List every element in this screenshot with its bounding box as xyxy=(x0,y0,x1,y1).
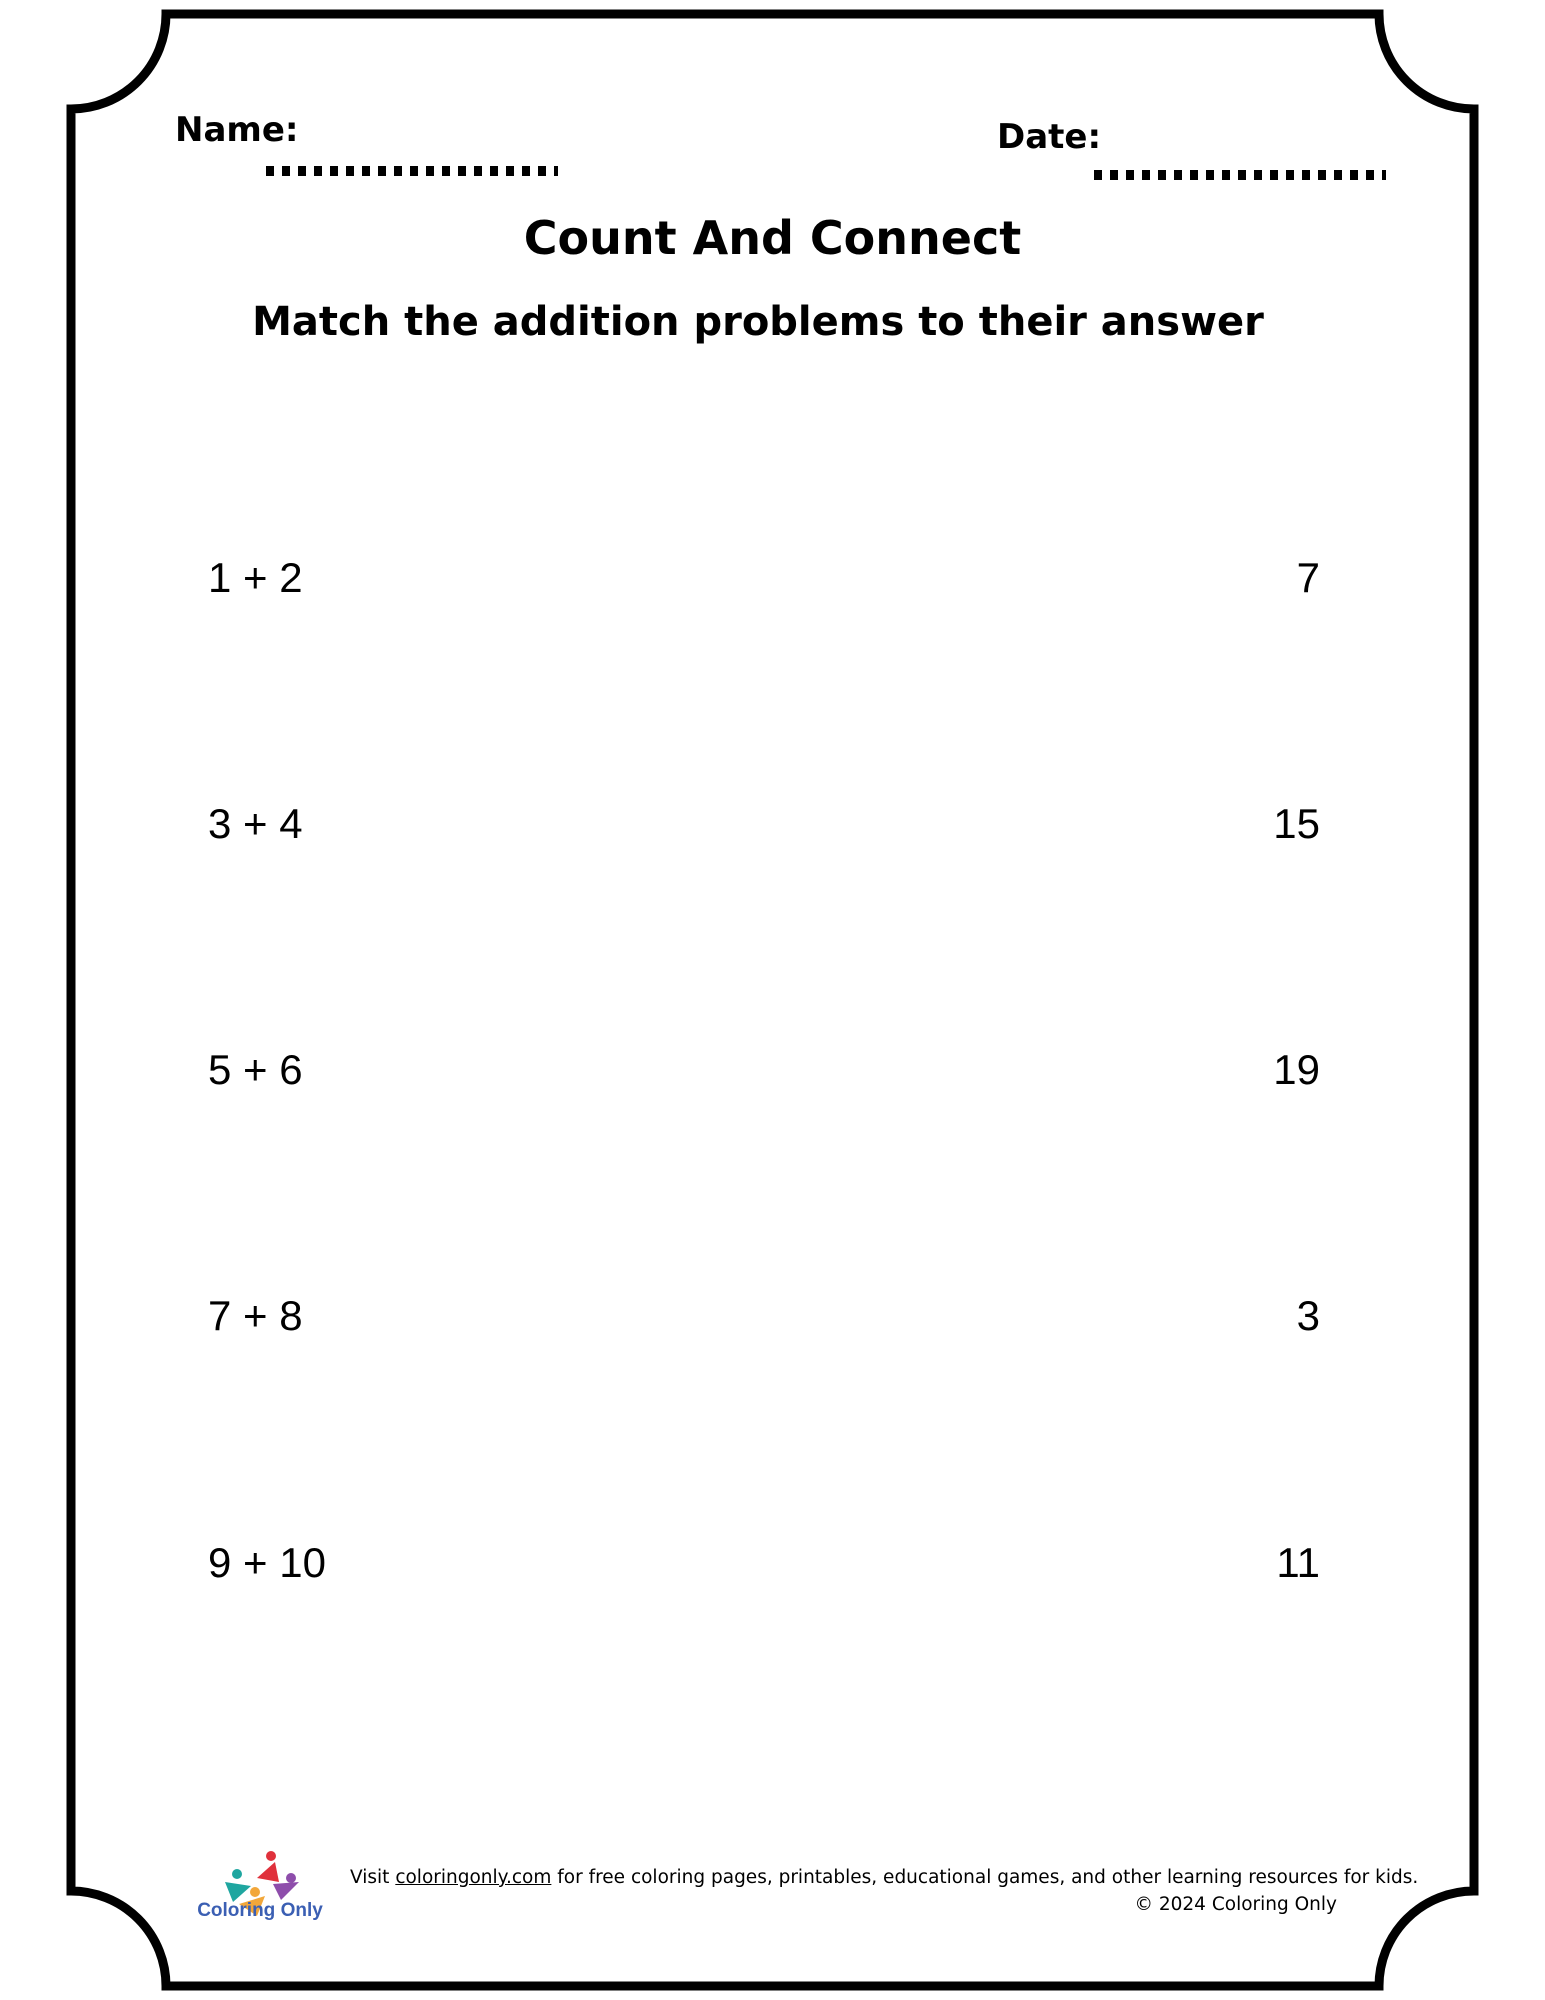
copyright-text: © 2024 Coloring Only xyxy=(1134,1894,1337,1915)
footer-visit-suffix: for free coloring pages, printables, educational games, and other learning resources for kids. xyxy=(557,1867,1419,1888)
answer-1: 7 xyxy=(1296,554,1320,601)
answer-5: 11 xyxy=(1276,1539,1320,1586)
answer-2: 15 xyxy=(1273,800,1320,847)
problem-4: 7 + 8 xyxy=(208,1292,303,1339)
page-title: Count And Connect xyxy=(523,211,1022,265)
name-label: Name: xyxy=(175,110,299,150)
problem-5: 9 + 10 xyxy=(208,1539,326,1586)
problem-1: 1 + 2 xyxy=(208,554,303,601)
footer-visit-prefix: Visit xyxy=(350,1867,390,1888)
site-link[interactable]: coloringonly.com xyxy=(395,1867,552,1888)
answer-3: 19 xyxy=(1273,1046,1320,1093)
footer-note xyxy=(350,1866,1419,1890)
date-input-line[interactable] xyxy=(1094,170,1386,180)
problem-2: 3 + 4 xyxy=(208,800,303,847)
name-input-line[interactable] xyxy=(266,166,558,176)
date-label: Date: xyxy=(997,117,1102,157)
instructions: Match the addition problems to their answer xyxy=(252,299,1264,345)
problem-3: 5 + 6 xyxy=(208,1046,303,1093)
logo-wordmark: Coloring Only xyxy=(197,1900,323,1921)
answer-4: 3 xyxy=(1296,1292,1320,1339)
coloring-only-logo-icon xyxy=(195,1840,325,1940)
